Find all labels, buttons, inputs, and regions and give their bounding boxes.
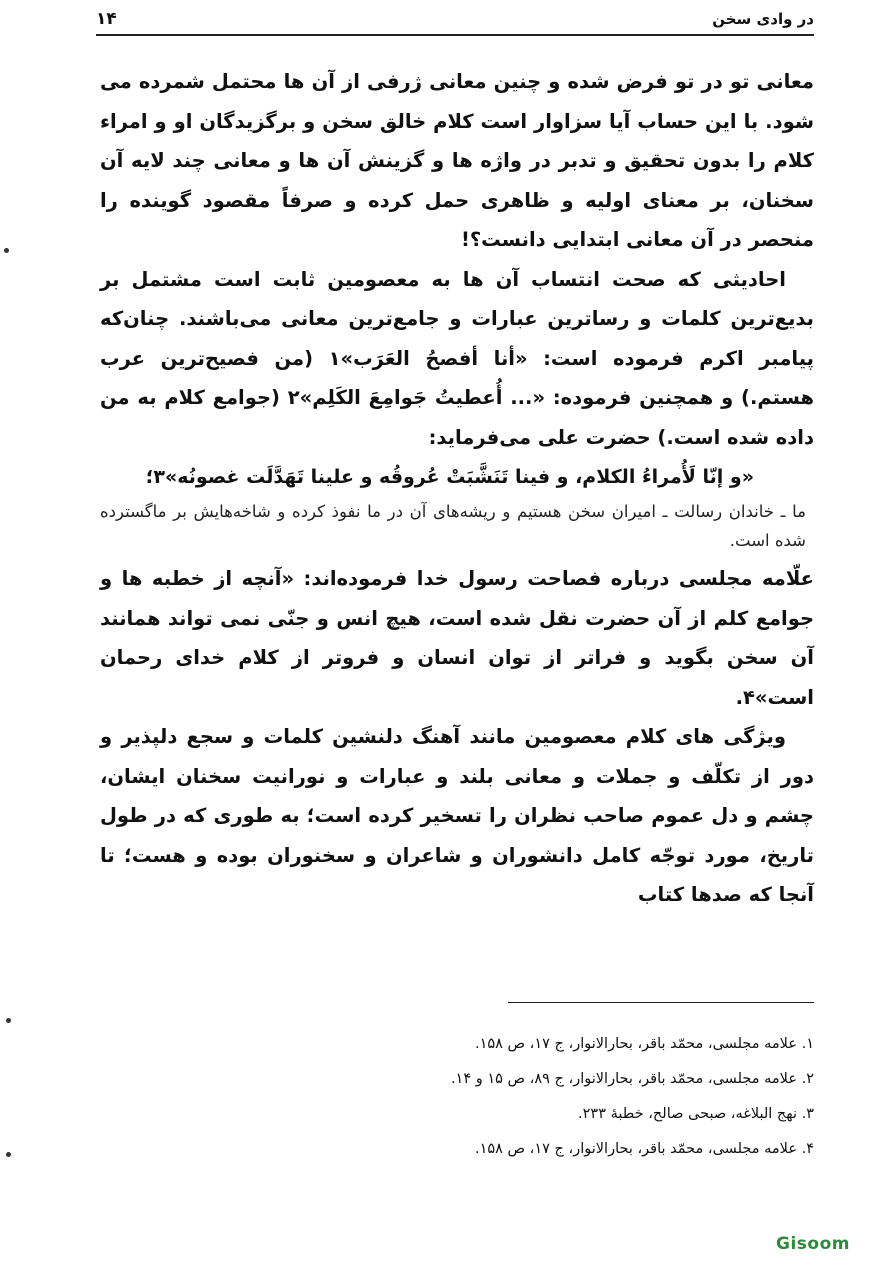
footnotes bbox=[100, 1027, 814, 1167]
scan-mark bbox=[4, 248, 9, 253]
scan-mark bbox=[6, 1018, 11, 1023]
paragraph-2: احادیثی که صحت انتساب آن ها به معصومین ثابت است مشتمل بر بدیع‌ترین کلمات و رساترین عبارات و جامع‌ترین معانی می‌باشند. چنان‌که پیامبر اکرم فرموده است: «أنا أفصحُ العَرَب»۱ (من فصیح‌ترین عرب هستم.) و همچنین فرموده: «... أُعطيتُ جَوامِعَ الكَلِم»۲ (جوامع کلام به من داده شده است.) حضرت علی می‌فرماید: bbox=[100, 267, 814, 449]
gisoom-logo bbox=[776, 1232, 862, 1259]
svg-text:Gisoom: Gisoom bbox=[776, 1234, 850, 1254]
scan-mark bbox=[6, 1152, 11, 1157]
footnote-2: ۲. علامه مجلسی، محمّد باقر، بحارالانوار، ج ۸۹، ص ۱۵ و ۱۴. bbox=[450, 1071, 814, 1087]
page-number: ۱۴ bbox=[96, 9, 117, 29]
gisoom-logo-icon bbox=[776, 1232, 862, 1254]
verse-translation: ما ـ خاندان رسالت ـ امیران سخن هستیم و ریشه‌های آن در ما نفوذ کرده و شاخه‌هایش بر ماگسترده شده است. bbox=[100, 502, 806, 550]
footnote-divider bbox=[508, 1002, 814, 1003]
running-title: در وادی سخن bbox=[712, 10, 814, 28]
main-text bbox=[100, 62, 814, 915]
paragraph-3: علّامه مجلسی درباره فصاحت رسول خدا فرموده‌اند: «آنچه از خطبه ها و جوامع کلم از آن حضرت نقل شده است، هیچ انس و جنّی نمی تواند همانند آن سخن بگوید و فراتر از توان انسان و فروتر از کلام خدای رحمان است»۴. bbox=[100, 567, 814, 709]
quoted-verse: «و إنّا لَأُمراءُ الكلام، و فينا تَنَشَّبَتْ عُروقُه و علينا تَهَدَّلَت غصونُه»۳؛ bbox=[145, 466, 754, 488]
footnote-4: ۴. علامه مجلسی، محمّد باقر، بحارالانوار، ج ۱۷، ص ۱۵۸. bbox=[474, 1141, 814, 1157]
paragraph-1: معانی تو در تو فرض شده و چنین معانی ژرفی از آن ها محتمل شمرده می شود. با این حساب آیا سزاوار است کلام خالق سخن و برگزیدگان او و امراء کلام را بدون تحقیق و تدبر در واژه ها و گزینش آن ها و معانی چند لایه آن سخنان، بر معنای اولیه و ظاهری حمل کرده و صرفاً مقصود گوینده را منحصر در آن معانی ابتدایی دانست؟! bbox=[100, 70, 814, 251]
running-header bbox=[96, 4, 814, 36]
paragraph-4: ویژگی های کلام معصومین مانند آهنگ دلنشین کلمات و سجع دلپذیر و دور از تکلّف و جملات و معانی بلند و عبارات و نورانیت سخنان ایشان، چشم و دل عموم صاحب نظران را تسخیر کرده است؛ به طوری که در طول تاریخ، مورد توجّه کامل دانشوران و شاعران و سخنوران بوده و هست؛ تا آنجا که صدها کتاب bbox=[100, 725, 814, 906]
footnote-3: ۳. نهج البلاغه، صبحی صالح، خطبهٔ ۲۳۳. bbox=[578, 1106, 814, 1122]
footnote-1: ۱. علامه مجلسی، محمّد باقر، بحارالانوار، ج ۱۷، ص ۱۵۸. bbox=[474, 1036, 814, 1052]
